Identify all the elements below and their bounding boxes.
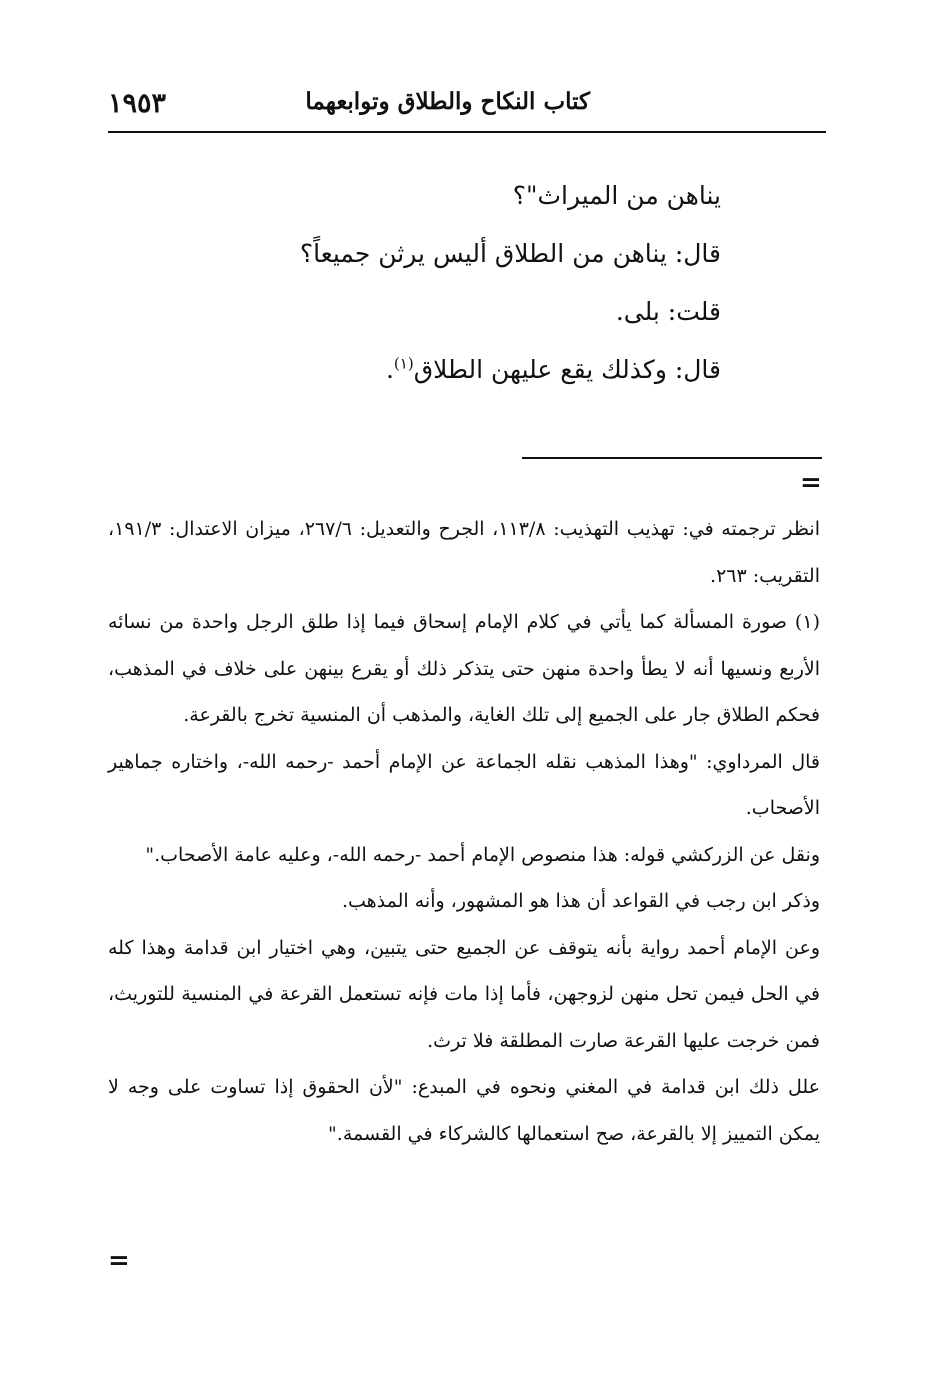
header-title: كتاب النكاح والطلاق وتوابعهما [305, 88, 590, 115]
main-line-with-footnote [121, 346, 721, 404]
continuation-mark-top: = [800, 468, 822, 498]
header-rule [108, 131, 826, 133]
footnote-reference: (١) [393, 354, 414, 373]
footnote-paragraph: علل ذلك ابن قدامة في المغني ونحوه في المبدع: "لأن الحقوق إذا تساوت على وجه لا يمكن التمييز إلا بالقرعة، صح استعمالها كالشركاء في القسمة." [108, 1076, 820, 1145]
footnote-separator [522, 457, 822, 459]
main-line: يناهن من الميراث"؟ [512, 181, 721, 210]
footnote-paragraph: وعن الإمام أحمد رواية بأنه يتوقف عن الجميع حتى يتبين، وهي اختيار ابن قدامة وهذا كله في الحل فيمن تحل منهن لزوجهن، فأما إذا مات فإنه تستعمل القرعة في المنسية للتوريث، فمن خرجت عليها القرعة صارت المطلقة فلا ترث. [108, 936, 820, 1052]
continuation-mark-bottom: = [108, 1246, 130, 1276]
footnote-1: (١) صورة المسألة كما يأتي في كلام الإمام إسحاق فيما إذا طلق الرجل واحدة من نسائه الأربع ونسيها أنه لا يطأ واحدة منهن حتى يتذكر ذلك أو يقرع بينهن على خلاف في المذهب، فحكم الطلاق جار على الجميع إلى تلك الغاية، والمذهب أن المنسية تخرج بالقرعة. [108, 611, 820, 726]
footnotes-section [108, 506, 820, 1157]
main-text [121, 172, 721, 404]
footnote-carryover: انظر ترجمته في: تهذيب التهذيب: ١١٣/٨، الجرح والتعديل: ٢٦٧/٦، ميزان الاعتدال: ١٩١/٣، التقريب: ٢٦٣. [108, 518, 820, 587]
main-line: قلت: بلى. [615, 297, 721, 326]
main-line-text: قال: وكذلك يقع عليهن الطلاق [413, 355, 721, 384]
running-header [108, 88, 826, 130]
main-line: قال: يناهن من الطلاق أليس يرثن جميعاً؟ [299, 239, 721, 268]
main-line-punct: . [385, 355, 394, 384]
footnote-paragraph: ونقل عن الزركشي قوله: هذا منصوص الإمام أحمد -رحمه الله-، وعليه عامة الأصحاب." [145, 843, 820, 866]
footnote-paragraph: قال المرداوي: "وهذا المذهب نقله الجماعة عن الإمام أحمد -رحمه الله-، واختاره جماهير الأصحاب. [108, 750, 820, 819]
page-number: ١٩٥٣ [108, 88, 167, 119]
footnote-paragraph: وذكر ابن رجب في القواعد أن هذا هو المشهور، وأنه المذهب. [341, 890, 820, 912]
